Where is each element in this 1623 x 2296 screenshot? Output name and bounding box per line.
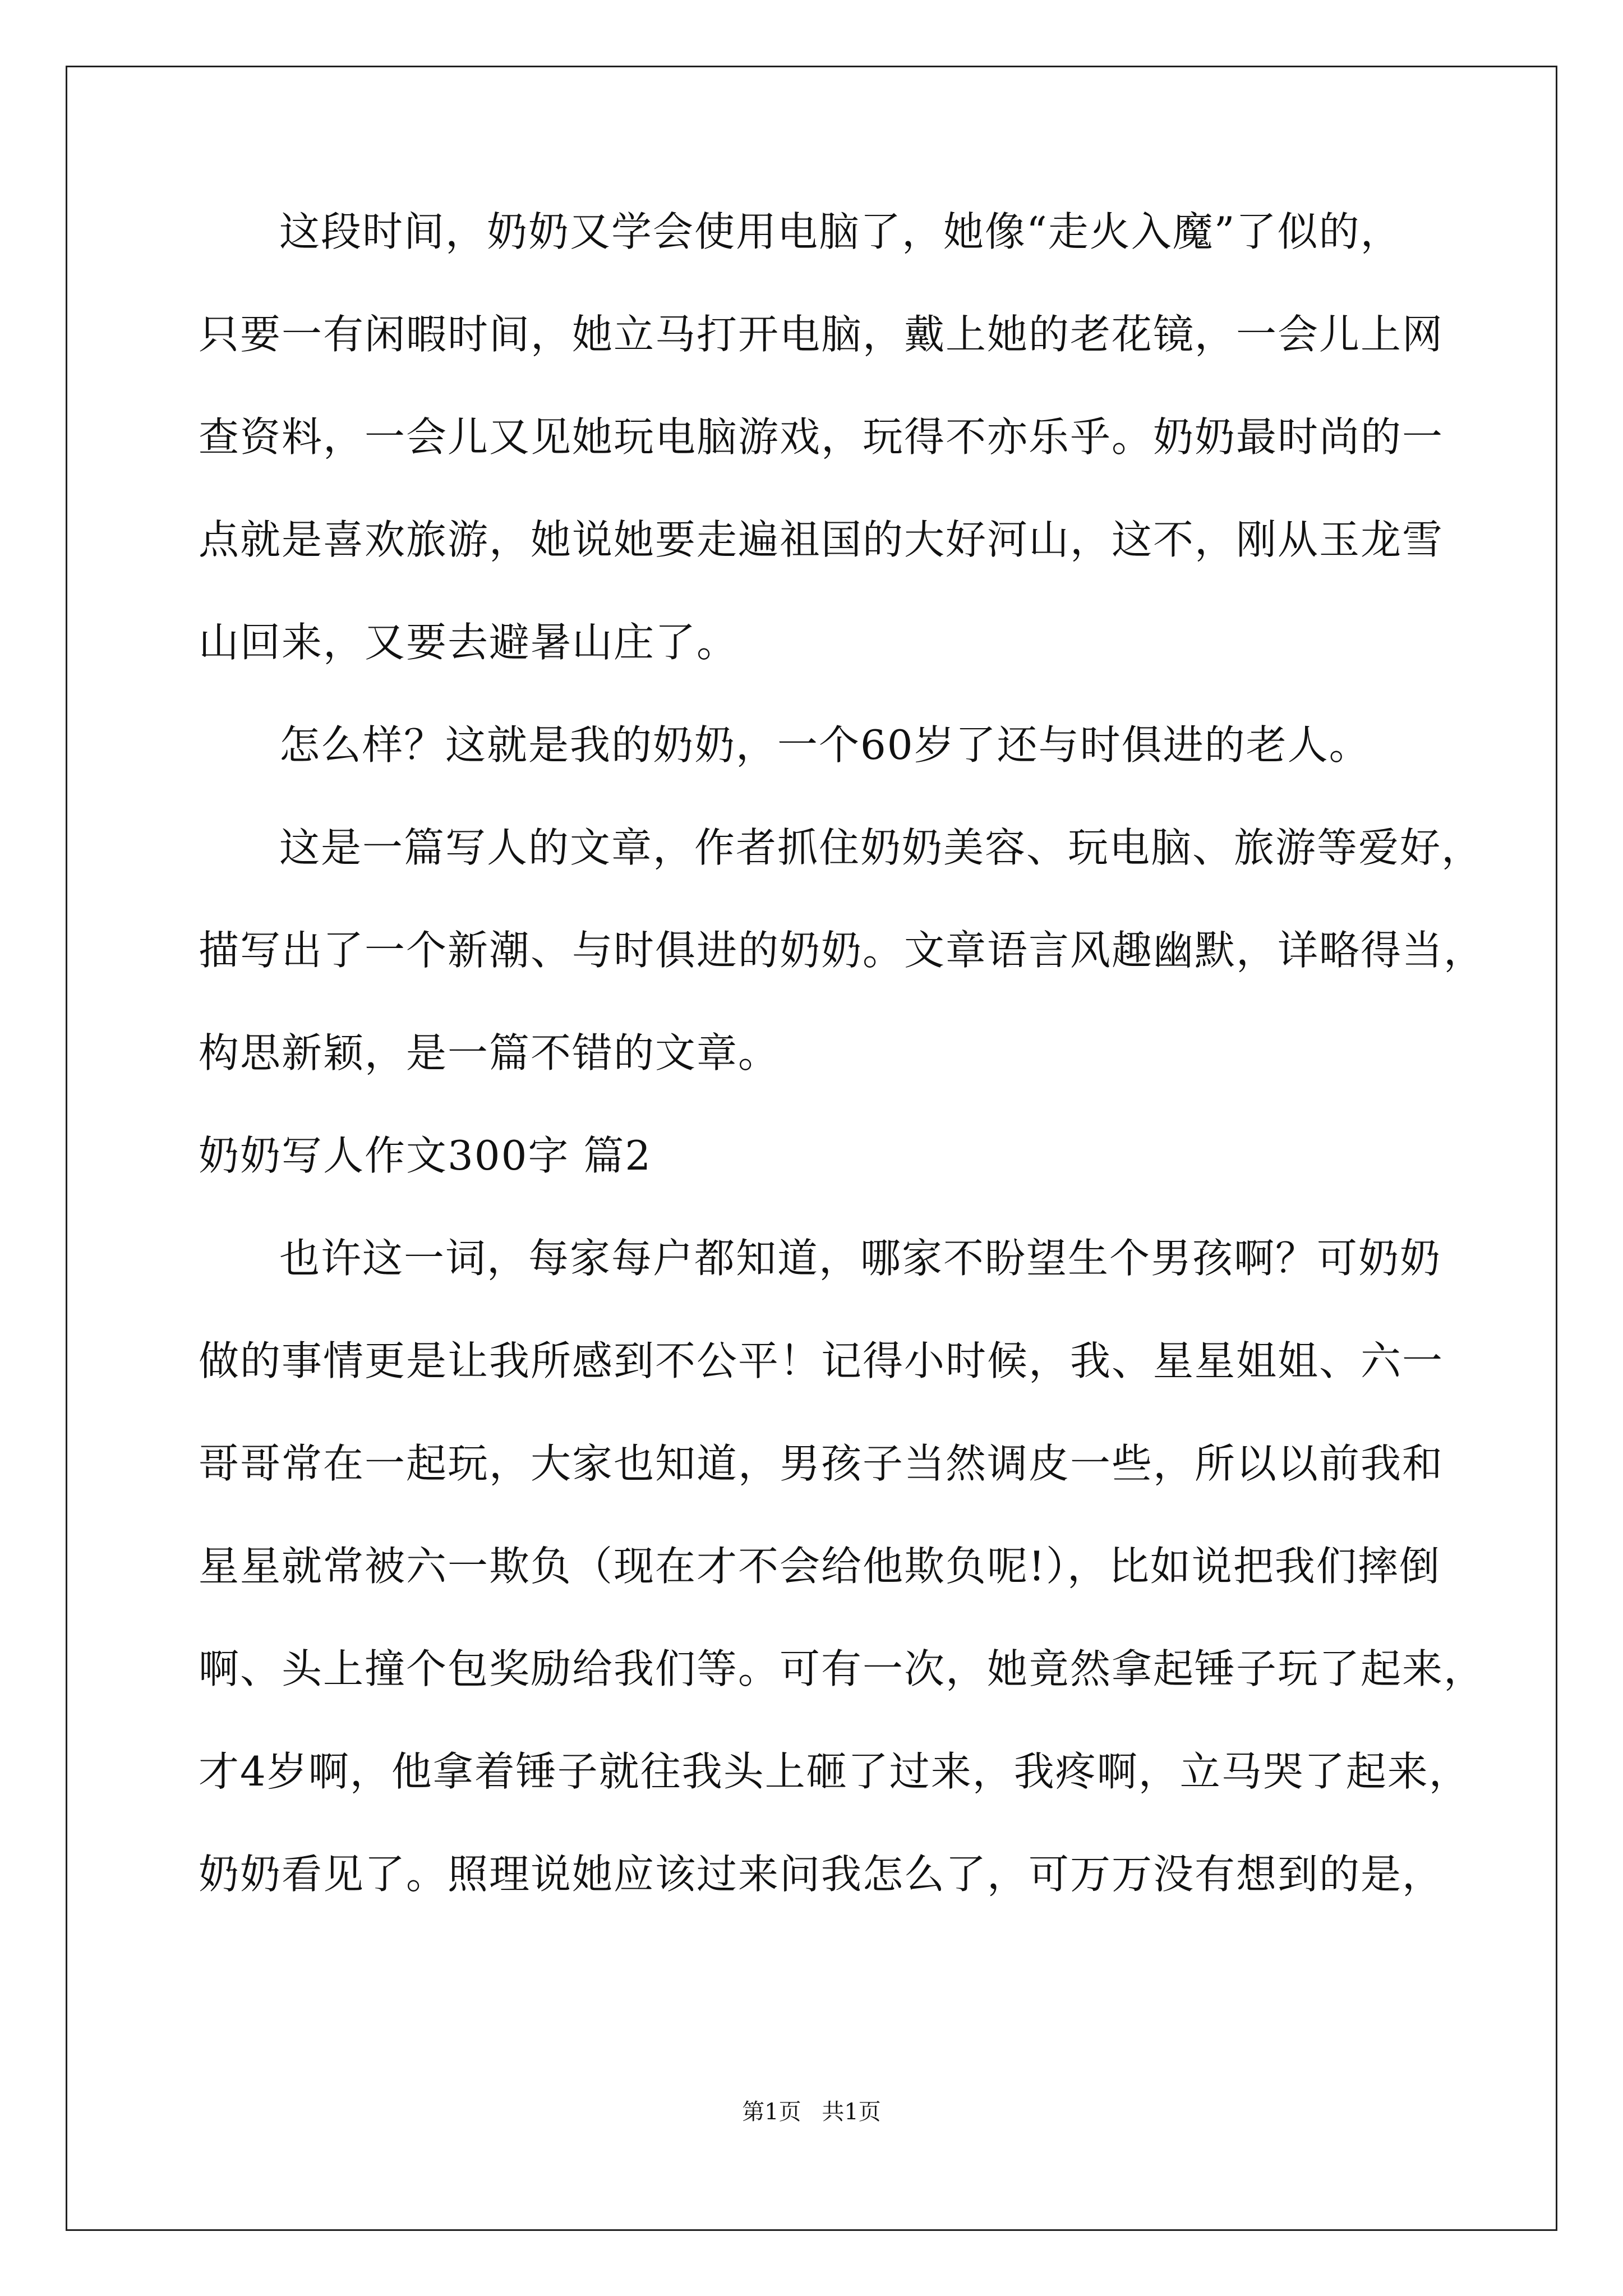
paragraph-4-line-6: 才4岁啊，他拿着锤子就往我头上砸了过来，我疼啊，立马哭了起来， — [199, 1748, 1470, 1795]
paragraph-4-line-7: 奶奶看见了。照理说她应该过来问我怎么了，可万万没有想到的是， — [199, 1851, 1444, 1898]
paragraph-3-line-2: 描写出了一个新潮、与时俱进的奶奶。文章语言风趣幽默，详略得当， — [199, 927, 1486, 974]
paragraph-4-line-4: 星星就常被六一欺负（现在才不会给他欺负呢!），比如说把我们摔倒 — [199, 1543, 1441, 1590]
paragraph-4-line-2: 做的事情更是让我所感到不公平！记得小时候，我、星星姐姐、六一 — [199, 1337, 1444, 1384]
paragraph-3-line-1: 这是一篇写人的文章，作者抓住奶奶美容、玩电脑、旅游等爱好， — [279, 824, 1483, 871]
paragraph-3-line-3: 构思新颖，是一篇不错的文章。 — [199, 1029, 780, 1076]
paragraph-2-line-1: 怎么样？这就是我的奶奶，一个60岁了还与时俱进的老人。 — [279, 721, 1371, 769]
paragraph-4-line-3: 哥哥常在一起玩，大家也知道，男孩子当然调皮一些，所以以前我和 — [199, 1440, 1444, 1487]
paragraph-4-line-1: 也许这一词，每家每户都知道，哪家不盼望生个男孩啊？可奶奶 — [279, 1235, 1442, 1282]
page-number-total: 共1页 — [822, 2099, 881, 2125]
page-number-current: 第1页 — [742, 2099, 801, 2125]
paragraph-1-line-4: 点就是喜欢旅游，她说她要走遍祖国的大好河山，这不，刚从玉龙雪 — [199, 516, 1444, 563]
paragraph-1-line-3: 查资料，一会儿又见她玩电脑游戏，玩得不亦乐乎。奶奶最时尚的一 — [199, 413, 1444, 461]
section-heading: 奶奶写人作文300字 篇2 — [199, 1132, 652, 1179]
paragraph-1-line-2: 只要一有闲暇时间，她立马打开电脑，戴上她的老花镜，一会儿上网 — [199, 311, 1444, 358]
page-footer — [0, 2098, 1623, 2126]
paragraph-4-line-5: 啊、头上撞个包奖励给我们等。可有一次，她竟然拿起锤子玩了起来， — [199, 1645, 1486, 1692]
paragraph-1-line-1: 这段时间，奶奶又学会使用电脑了，她像“走火入魔”了似的， — [279, 208, 1402, 255]
paragraph-1-line-5: 山回来，又要去避暑山庄了。 — [199, 619, 739, 666]
